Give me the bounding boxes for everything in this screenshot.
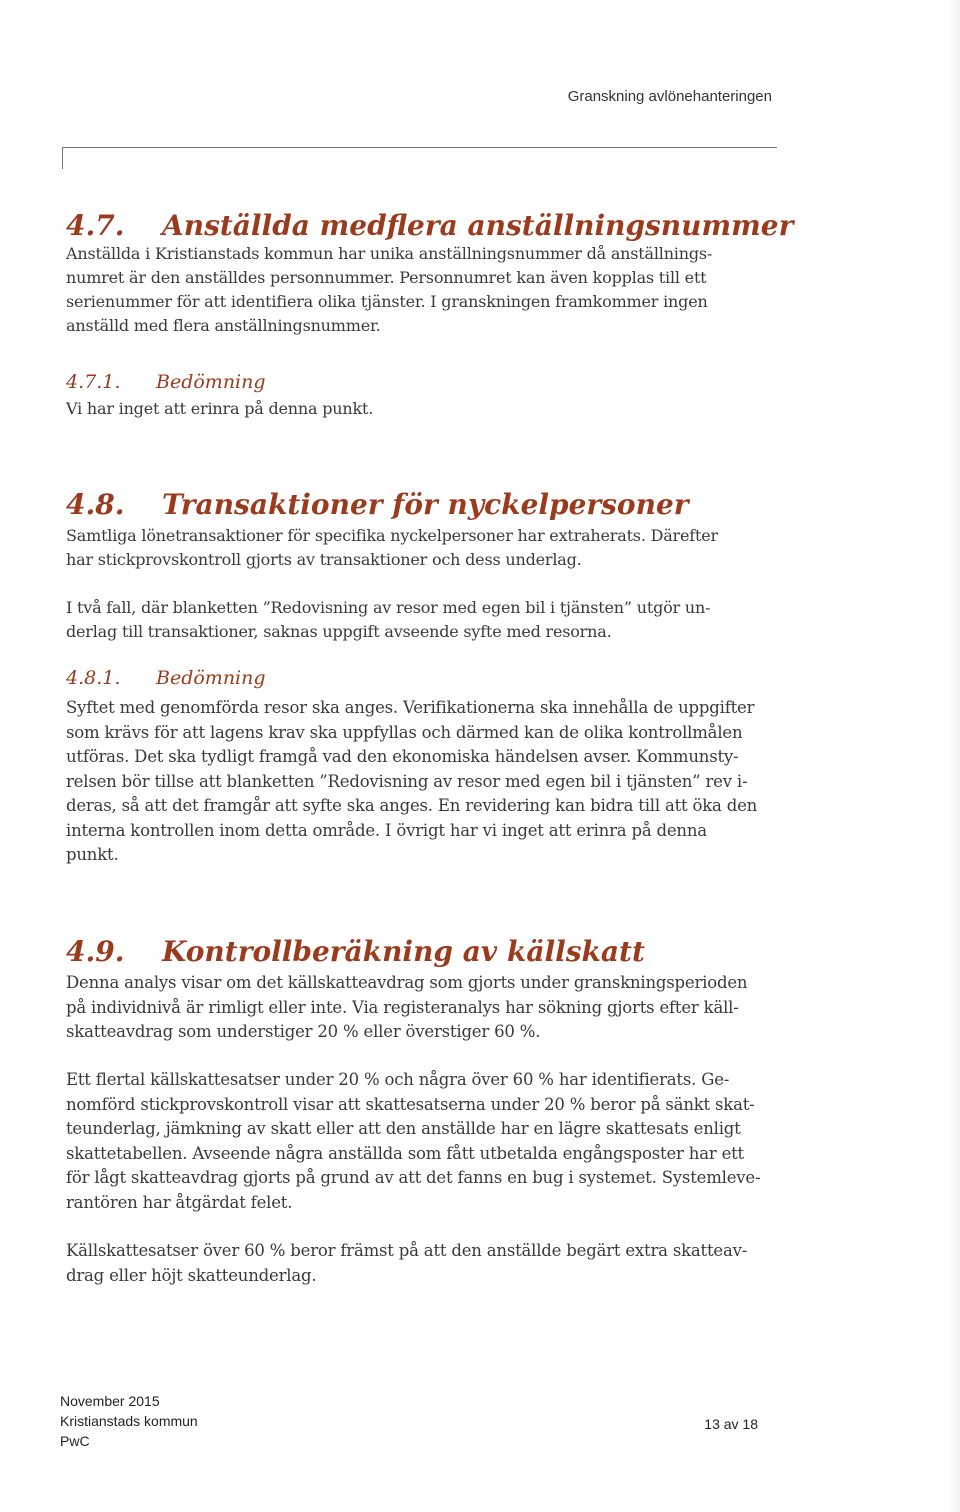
text-line: numret är den anställdes personnummer. Personnumret kan även kopplas till ett [66,268,707,287]
subsection-4-7-1 [66,369,772,421]
text-line: Anställda i Kristianstads kommun har unika anställningsnummer då anställnings- [66,244,713,263]
text-line: derlag till transaktioner, saknas uppgift avseende syfte med resorna. [66,622,612,641]
text-line: har stickprovskontroll gjorts av transaktioner och dess underlag. [66,550,582,569]
text-line: relsen bör tillse att blanketten ”Redovisning av resor med egen bil i tjänsten” rev i- [66,771,748,791]
text-line: Syftet med genomförda resor ska anges. Verifikationerna ska innehålla de uppgifter [66,698,755,717]
header-rule [62,147,777,148]
section-heading [66,935,772,969]
footer-organization: Kristianstads kommun [60,1413,198,1429]
section-4-9-para-1 [66,971,772,1045]
subsection-title: Bedömning [156,667,266,689]
section-4-9 [66,935,772,969]
section-4-8-para-1 [66,524,772,572]
running-header: Granskning avlönehanteringen [567,88,772,105]
text-line: utföras. Det ska tydligt framgå vad den ekonomiska händelsen avser. Kommunsty- [66,747,739,766]
page-number: 13 av 18 [704,1416,758,1432]
text-line: anställd med flera anställningsnummer. [66,316,381,335]
subsection-number: 4.7.1. [66,371,121,393]
section-4-7 [66,209,794,243]
footer-date: November 2015 [60,1393,160,1409]
text-line: interna kontrollen inom detta område. I övrigt har vi inget att erinra på denna [66,820,707,840]
section-heading [66,488,772,522]
text-line: Denna analys visar om det källskatteavdrag som gjorts under granskningsperioden [66,973,748,992]
section-4-9-para-3 [66,1239,772,1288]
text-line: som krävs för att lagens krav ska uppfyllas och därmed kan de olika kontrollmålen [66,722,743,742]
footer-firm: PwC [60,1433,90,1449]
subsection-heading [66,665,772,691]
text-line: skattetabellen. Avseende några anställda som fått utbetalda engångsposter har ett [66,1143,744,1163]
text-line: Samtliga lönetransaktioner för specifika nyckelpersoner har extraherats. Därefter [66,526,718,545]
page-footer [60,1391,198,1451]
header-rule-tick [62,147,63,169]
subsection-title: Bedömning [156,371,266,393]
text-line: deras, så att det framgår att syfte ska anges. En revidering kan bidra till att öka den [66,796,758,815]
section-4-7-body [66,242,772,338]
text-line: skatteavdrag som understiger 20 % eller överstiger 60 %. [66,1022,541,1041]
text-line: I två fall, där blanketten ”Redovisning av resor med egen bil i tjänsten” utgör un- [66,598,711,617]
text-line: teunderlag, jämkning av skatt eller att den anställde har en lägre skattesats enligt [66,1119,741,1138]
text-line: rantören har åtgärdat felet. [66,1192,293,1212]
section-4-8 [66,488,772,522]
subsection-number: 4.8.1. [66,667,121,689]
text-line: drag eller höjt skatteunderlag. [66,1265,317,1285]
text-line: på individnivå är rimligt eller inte. Via registeranalys har sökning gjorts efter käll- [66,997,739,1017]
text-line: Källskattesatser över 60 % beror främst på att den anställde begärt extra skatteav- [66,1241,748,1260]
section-title: Kontrollberäkning av källskatt [162,935,645,968]
section-title: Transaktioner för nyckelpersoner [162,488,689,521]
section-number: 4.9. [66,935,125,968]
scan-edge-shadow [948,0,960,1512]
subsection-4-8-1 [66,665,772,868]
section-title: Anställda medflera anställningsnummer [162,209,794,242]
text-line: för lågt skatteavdrag gjorts på grund av att det fanns en bug i systemet. Systemleve- [66,1168,761,1187]
text-line: Vi har inget att erinra på denna punkt. [66,399,374,418]
section-number: 4.8. [66,488,125,521]
section-number: 4.7. [66,209,125,242]
section-4-9-para-2 [66,1068,772,1215]
text-line: nomförd stickprovskontroll visar att skattesatserna under 20 % beror på sänkt skat- [66,1094,755,1114]
section-heading [66,209,794,243]
text-line: Ett flertal källskattesatser under 20 % och några över 60 % har identifierats. Ge- [66,1070,730,1089]
text-line: serienummer för att identifiera olika tjänster. I granskningen framkommer ingen [66,292,708,311]
subsection-heading [66,369,772,395]
section-4-8-para-2 [66,596,772,644]
text-line: punkt. [66,845,119,864]
